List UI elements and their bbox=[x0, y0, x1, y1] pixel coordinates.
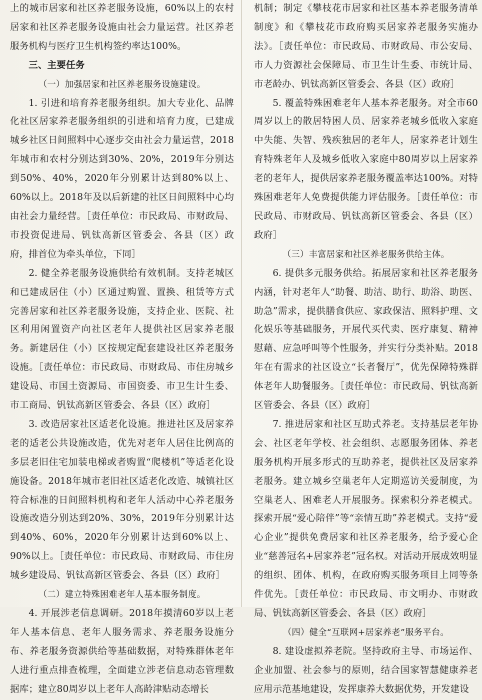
paragraph: 5. 覆盖特殊困难老年人基本养老服务。对全市60周岁以上的散居特困人员、居家养老城乡低收入家庭中失能、失智、残疾独居的老年人，居家养老计划生育特殊老年人及城乡低收入家庭中80周岁以上居家养老的老年人，提供居家养老服务覆盖率达100%。对特殊困难老年人免费提供能力评估服务。［责任单位：市民政局、市财政局、钒钛高新区管委会、各县（区）政府］ bbox=[254, 97, 478, 241]
paragraph: 4. 开展涉老信息调研。2018年摸清60岁以上老年人基本信息、老年人服务需求、养老服务设施分布、养老服务资源供给等基础数据，对特殊群体老年人进行重点排查梳理，全面建立涉老信息动态管理数据库；建立80周岁以上老年人高龄津贴动态增长 bbox=[10, 608, 234, 695]
paragraph: 6. 提供多元服务供给。拓展居家和社区养老服务内涵，针对老年人“助餐、助洁、助行、助浴、助医、助急”需求，提供膳食供应、家政保洁、照料护理、文化娱乐等基础服务，开展代买代卖、医疗康复、精神慰藉、应急呼叫等个性服务，并实行分类补贴。2018年在有需求的社区设立“长者餐厅”，优先保障特殊群体老年人助餐服务。［责任单位：市民政局、钒钛高新区管委会、各县（区）政府］ bbox=[254, 267, 478, 412]
subsection-heading: （一）加强居家和社区养老服务设施建设。 bbox=[38, 79, 206, 90]
subsection-heading: （四）健全“互联网+居家养老”服务平台。 bbox=[282, 627, 450, 638]
paragraph: 1. 引进和培育养老服务组织。加大专业化、品牌化社区居家养老服务组织的引进和培育力度，已建成城乡社区日间照料中心逐步交由社会力量运营，2018年城市和农村分别达到30%、20%，2019年分别达到50%、40%，2020年分别累计达到80%以上、60%以上。2018年及以后新建的社区日间照料中心均由社会力量经营。［责任单位：市民政局、市财政局、市投资促进局、钒钛高新区管委会、各县（区）政府，排首位为牵头单位，下同］ bbox=[10, 97, 234, 260]
paragraph: 3. 改造居家社区适老化设施。推进社区及居家养老的适老公共设施改造，优先对老年人居住比例高的多层老旧住宅加装电梯或者购置“爬楼机”等适老化设施设备。2018年城市老旧社区适老化改造、城镇社区符合标准的日间照料机构和老年人活动中心养老服务设施改造分别达到20%、30%，2019年分别累计达到40%、60%，2020年分别累计达到60%以上、90%以上。［责任单位：市民政局、市财政局、市住房城乡建设局、钒钛高新区管委会、各县（区）政府］ bbox=[10, 418, 234, 582]
paragraph: 上的城市居家和社区养老服务设施，60%以上的农村居家和社区养老服务设施由社会力量运营。社区养老服务机构与医疗卫生机构签约率达100%。 bbox=[10, 3, 234, 52]
section-heading: 三、主要任务 bbox=[28, 59, 85, 71]
paragraph: 机制；制定《攀枝花市居家和社区基本养老服务清单制度》和《攀枝花市政府购买居家养老服务实施办法》。［责任单位：市民政局、市财政局、市公安局、市人力资源社会保障局、市卫生计生委、市统计局、市老龄办、钒钛高新区管委会、各县（区）政府］ bbox=[254, 3, 478, 90]
left-column bbox=[10, 0, 234, 700]
subsection-heading: （二）建立特殊困难老年人基本服务制度。 bbox=[38, 590, 206, 601]
paragraph: 8. 建设虚拟养老院。坚持政府主导、市场运作、企业加盟、社会参与的原则，结合国家智慧健康养老应用示范基地建设，发挥康养大数据优势，开发建设 bbox=[254, 645, 478, 695]
paragraph: 7. 推进居家和社区互助式养老。支持基层老年协会、社区老年学校、社会组织、志愿服务团体、养老服务机构开展多形式的互助养老，提供社区及居家养老服务。建立城乡空巢老年人定期巡访关爱制度，为空巢老人、困难老人开展服务。探索积分养老模式。探索开展“爱心陪伴”等“亲情互助”养老模式。支持“爱心企业”提供免费居家和社区养老服务，给予爱心企业“慈善冠名+居家养老”冠名权。对活动开展成效明显的组织、团体、机构，在政府购买服务项目上同等条件优先。［责任单位：市民政局、市文明办、市财政局、钒钛高新区管委会、各县（区）政府］ bbox=[254, 418, 478, 619]
paragraph: 2. 健全养老服务设施供给有效机制。支持老城区和已建成居住（小）区通过购置、置换、租赁等方式完善居家和社区养老服务设施，支持企业、医院、社区利用闲置资产向社区老年人提供社区居家养老服务。新建居住（小）区按规定配套建设社区养老服务设施。［责任单位：市民政局、市财政局、市住房城乡建设局、市国土资源局、市国资委、市卫生计生委、市工商局、钒钛高新区管委会、各县（区）政府］ bbox=[10, 267, 234, 412]
subsection-heading: （三）丰富居家和社区养老服务供给主体。 bbox=[282, 249, 450, 260]
column-divider bbox=[241, 0, 242, 607]
right-column bbox=[254, 0, 478, 700]
